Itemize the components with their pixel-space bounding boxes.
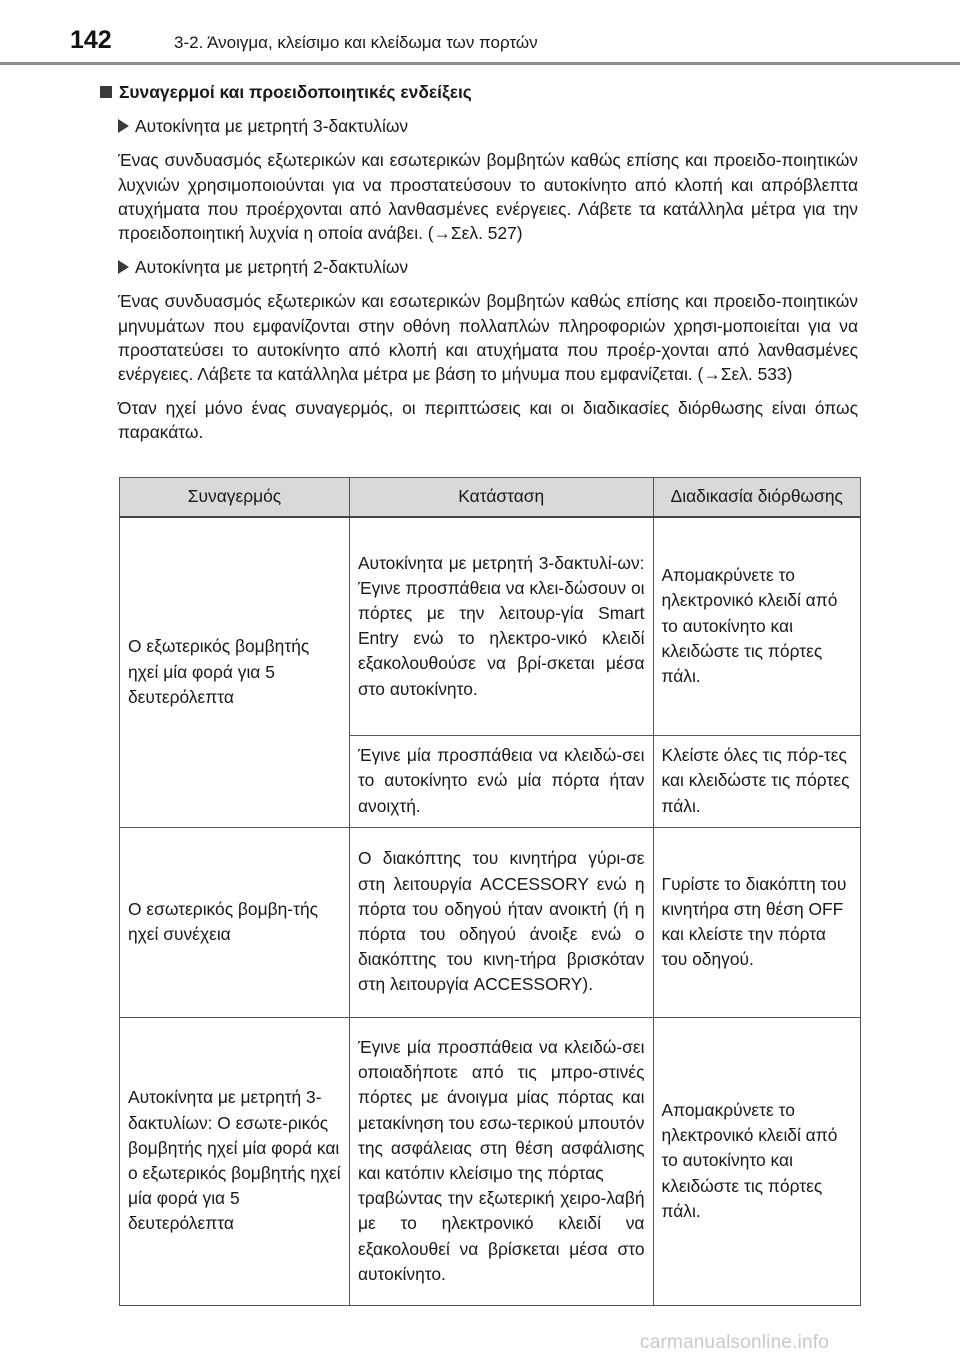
page-reference-527[interactable]: (→Σελ. 527)	[427, 223, 523, 244]
alarm-cell: Ο εσωτερικός βομβη-τής ηχεί συνέχεια	[120, 827, 350, 1017]
paragraph-single-alarm: Όταν ηχεί μόνο ένας συναγερμός, οι περιπτώσεις και οι διαδικασίες διόρθωσης είναι όπως παρακάτω.	[118, 398, 858, 443]
procedure-cell: Απομακρύνετε το ηλεκτρονικό κλειδί από το αυτοκίνητο και κλειδώστε τις πόρτες πάλι.	[653, 1017, 861, 1305]
header-divider	[0, 62, 960, 65]
procedure-cell: Κλείστε όλες τις πόρ-τες και κλειδώστε τις πόρτες πάλι.	[653, 735, 861, 827]
section-heading	[100, 80, 858, 104]
paragraph-2-ring	[118, 289, 858, 386]
table-row	[120, 1017, 861, 1305]
procedure-cell: Απομακρύνετε το ηλεκτρονικό κλειδί από το αυτοκίνητο και κλειδώστε τις πόρτες πάλι.	[653, 517, 861, 735]
condition-text-continued: τραβώντας την εξωτερική χειρο-λαβή με το ηλεκτρονικό κλειδί να εξακολουθεί να βρίσκεται μέσα στο αυτοκίνητο.	[357, 1188, 645, 1284]
condition-cell	[349, 1017, 653, 1305]
paragraph-2-ring-text: Ένας συνδυασμός εξωτερικών και εσωτερικών βομβητών καθώς επίσης και προειδο-ποιητικών μηνυμάτων που εμφανίζονται στην οθόνη πολλαπλών πληροφοριών χρησι-μοποιείται για να προστατεύσει το αυτοκίνητο από κλοπή και ατυχήματα που προέρ-χονται από λανθασμένες ενέργειες. Λάβετε τα κατάλληλα μέτρα με βάση το μήνυμα που εμφανίζεται.	[118, 291, 858, 385]
watermark: carmanualsonline.info	[640, 1332, 830, 1353]
condition-cell: Ο διακόπτης του κινητήρα γύρι-σε στη λειτουργία ACCESSORY ενώ η πόρτα του οδηγού ήταν ανοικτή (ή η πόρτα του οδηγού άνοιξε ενώ ο διακόπτης του κινη-τήρα βρισκόταν στη λειτουργία ACCESSORY).	[349, 827, 653, 1017]
condition-text: Έγινε μία προσπάθεια να κλειδώ-σει οποιαδήποτε από τις μπρο-στινές πόρτες με άνοιγμα μίας πόρτας και μετακίνηση του εσω-τερικού μπουτόν της ασφάλειας στη θέση ασφάλισης και κατόπιν κλείσιμο της πόρτας	[357, 1036, 645, 1183]
section-title: 3-2. Άνοιγμα, κλείσιμο και κλείδωμα των πορτών	[174, 33, 538, 52]
table-row	[120, 827, 861, 1017]
paragraph-3-ring-text: Ένας συνδυασμός εξωτερικών και εσωτερικών βομβητών καθώς επίσης και προειδο-ποιητικών λυχνιών χρησιμοποιούνται για να προστατεύσουν το αυτοκίνητο από κλοπή και απρόβλεπτα ατυχήματα που προέρχονται από λανθασμένες ενέργειες. Λάβετε τα κατάλληλα μέτρα για την προειδοποιητική λυχνία η οποία ανάβει.	[118, 150, 858, 244]
page-reference-533[interactable]: (→Σελ. 533)	[697, 364, 793, 385]
triangle-bullet-icon	[118, 260, 129, 274]
subheading-2-ring-text: Αυτοκίνητα με μετρητή 2-δακτυλίων	[135, 257, 409, 278]
alarm-cell: Ο εξωτερικός βομβητής ηχεί μία φορά για 5 δευτερόλεπτα	[120, 517, 350, 827]
paragraph-3-ring	[118, 148, 858, 245]
table-row	[120, 517, 861, 735]
triangle-bullet-icon	[118, 119, 129, 133]
page-header	[0, 0, 960, 66]
header-procedure: Διαδικασία διόρθωσης	[653, 478, 861, 518]
subheading-3-ring	[118, 114, 858, 138]
subheading-2-ring	[118, 255, 858, 279]
header-alarm: Συναγερμός	[120, 478, 350, 518]
alarm-cell: Αυτοκίνητα με μετρητή 3-δακτυλίων: Ο εσωτε-ρικός βομβητής ηχεί μία φορά και ο εξωτερικός βομβητής ηχεί μία φορά για 5 δευτερόλεπτα	[120, 1017, 350, 1305]
section-heading-text: Συναγερμοί και προειδοποιητικές ενδείξεις	[119, 82, 472, 102]
condition-cell: Αυτοκίνητα με μετρητή 3-δακτυλί-ων: Έγινε προσπάθεια να κλει-δώσουν οι πόρτες με την λειτουρ-γία Smart Entry ενώ το ηλεκτρο-νικό κλειδί εξακολουθούσε να βρί-σκεται μέσα στο αυτοκίνητο.	[349, 517, 653, 735]
procedure-cell: Γυρίστε το διακόπτη του κινητήρα στη θέση OFF και κλείστε την πόρτα του οδηγού.	[653, 827, 861, 1017]
square-bullet-icon	[100, 86, 112, 98]
body-text	[100, 80, 858, 455]
condition-cell: Έγινε μία προσπάθεια να κλειδώ-σει το αυτοκίνητο ενώ μία πόρτα ήταν ανοιχτή.	[349, 735, 653, 827]
page-number: 142	[70, 26, 112, 54]
subheading-3-ring-text: Αυτοκίνητα με μετρητή 3-δακτυλίων	[135, 116, 409, 137]
table-header-row	[120, 478, 861, 518]
alarm-table	[119, 477, 861, 1306]
header-condition: Κατάσταση	[349, 478, 653, 518]
